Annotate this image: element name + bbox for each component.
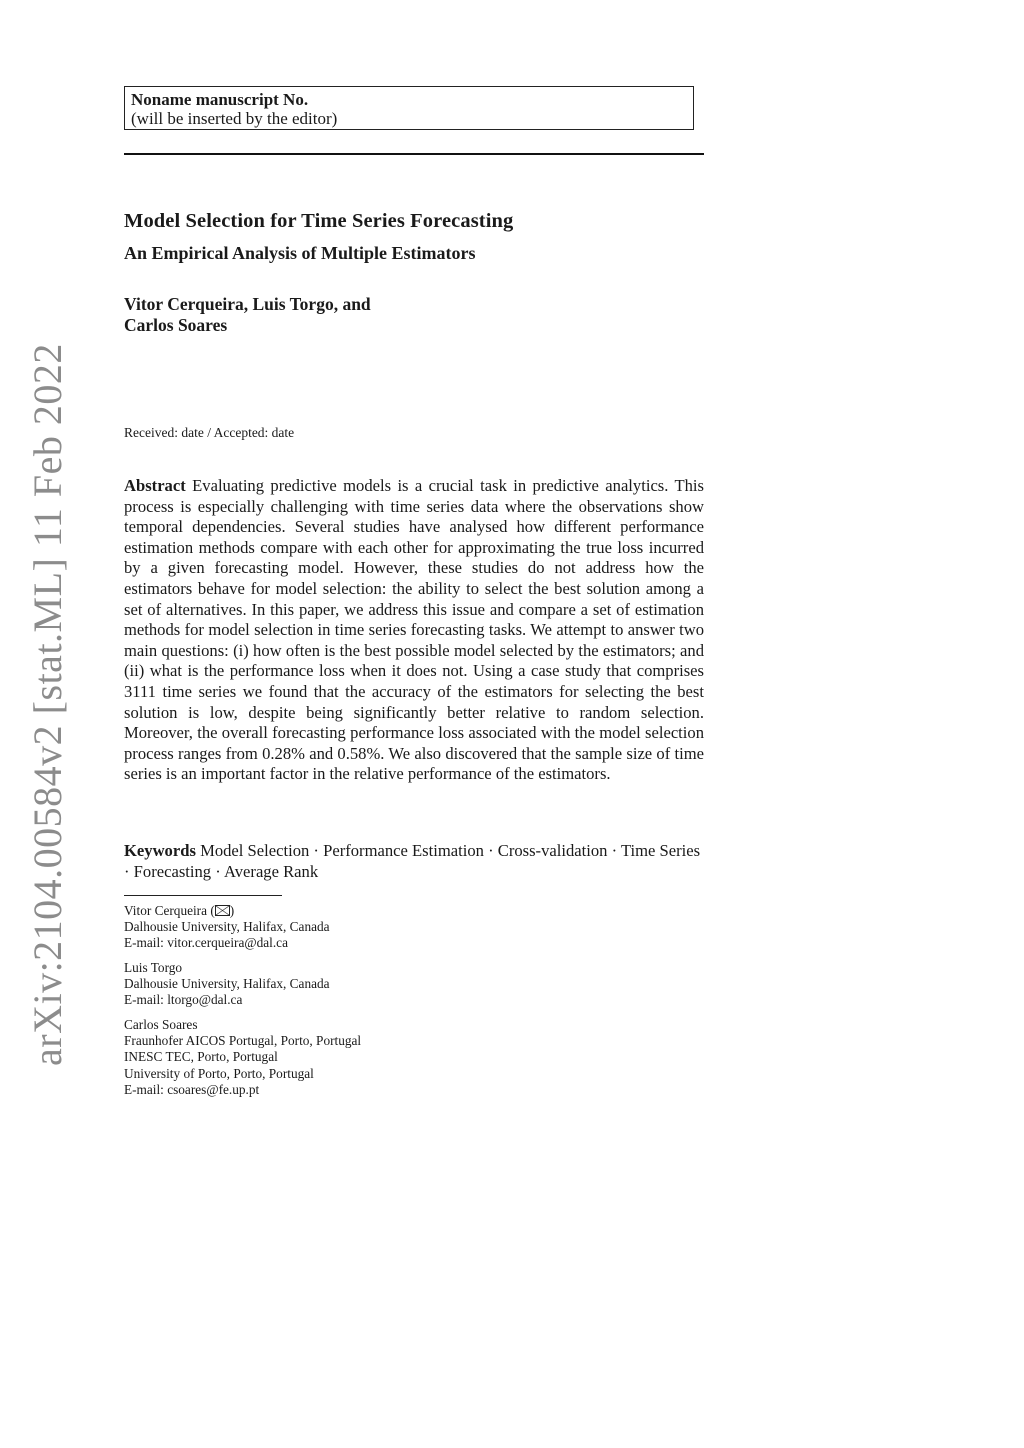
author-list (124, 294, 371, 336)
header-rule (124, 153, 704, 155)
affiliation-line: Dalhousie University, Halifax, Canada (124, 976, 330, 992)
affiliation-email: E-mail: vitor.cerqueira@dal.ca (124, 935, 288, 951)
received-accepted-dates: Received: date / Accepted: date (124, 425, 295, 440)
keywords (124, 841, 704, 882)
abstract-label: Abstract (124, 476, 186, 495)
affiliation-email: E-mail: ltorgo@dal.ca (124, 992, 243, 1008)
arxiv-identifier-stamp: arXiv:2104.00584v2 [stat.ML] 11 Feb 2022 (25, 343, 70, 1066)
editor-note: (will be inserted by the editor) (131, 109, 338, 128)
affiliation-line: Fraunhofer AICOS Portugal, Porto, Portugal (124, 1033, 362, 1049)
affiliation-torgo (124, 960, 330, 1009)
abstract (124, 476, 704, 785)
affiliation-name: Vitor Cerqueira ( ) (124, 903, 235, 918)
manuscript-number-box (124, 86, 694, 130)
author-line-2: Carlos Soares (124, 315, 228, 335)
paper-subtitle: An Empirical Analysis of Multiple Estimators (124, 243, 476, 263)
manuscript-number-label: Noname manuscript No. (131, 90, 309, 109)
paper-title: Model Selection for Time Series Forecasting (124, 210, 514, 232)
abstract-text: Evaluating predictive models is a crucial task in predictive analytics. This process is especially challenging with time series data where the observations show temporal dependencies. Several studies have analysed how different performance estimation methods compare with each other for approximating the true loss incurred by a given forecasting model. However, these studies do not address how the estimators behave for model selection: the ability to select the best solution among a set of alternatives. In this paper, we address this issue and compare a set of estimation methods for model selection in time series forecasting tasks. We attempt to answer two main questions: (i) how often is the best possible model selected by the estimators; and (ii) what is the performance loss when it does not. Using a case study that comprises 3111 time series we found that the accuracy of the estimators for selecting the best solution is low, despite being significantly better relative to random selection. Moreover, the overall forecasting performance loss associated with the model selection process ranges from 0.28% and 0.58%. We also discovered that the sample size of time series is an important factor in the relative performance of the estimators. (124, 476, 704, 784)
keywords-label: Keywords (124, 841, 196, 860)
affiliation-name: Luis Torgo (124, 960, 183, 975)
keywords-text: Model Selection · Performance Estimation · Cross-validation · Time Series · Forecasting · Average Rank (124, 841, 701, 881)
envelope-icon (215, 905, 230, 916)
affiliation-cerqueira (124, 903, 330, 952)
affiliation-line: INESC TEC, Porto, Portugal (124, 1049, 278, 1065)
affiliation-name: Carlos Soares (124, 1017, 198, 1032)
author-line-1: Vitor Cerqueira, Luis Torgo, and (124, 294, 371, 314)
affiliation-line: University of Porto, Porto, Portugal (124, 1065, 314, 1081)
footnote-rule (124, 895, 282, 896)
affiliation-line: Dalhousie University, Halifax, Canada (124, 919, 330, 935)
affiliation-soares (124, 1017, 361, 1098)
affiliation-email: E-mail: csoares@fe.up.pt (124, 1081, 260, 1097)
